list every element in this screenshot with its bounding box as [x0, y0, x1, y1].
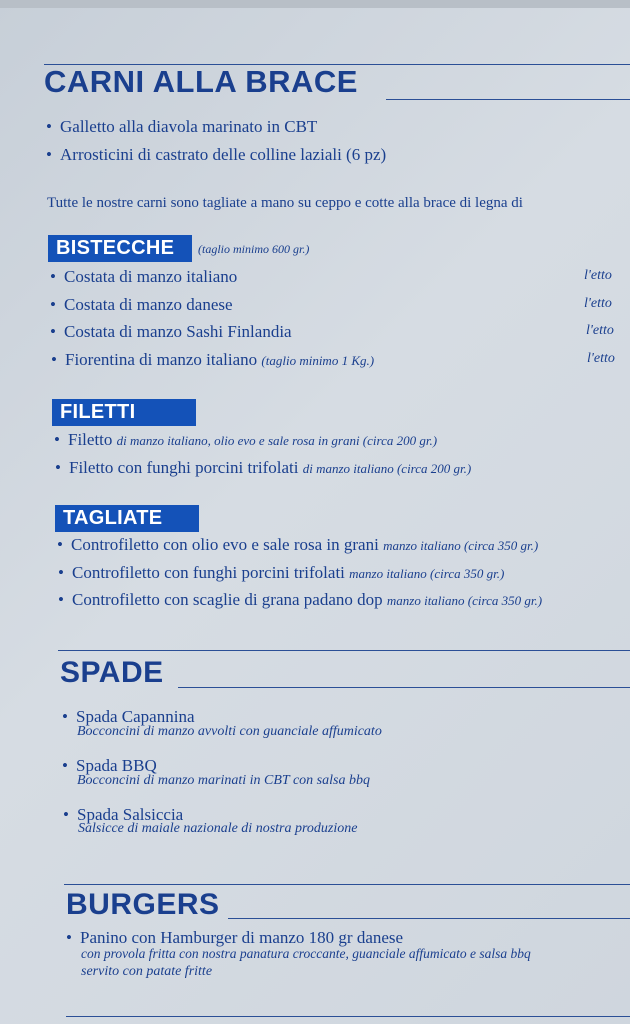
- section-rule: [178, 687, 630, 688]
- item-note: di manzo italiano, olio evo e sale rosa in grani (circa 200 gr.): [116, 433, 438, 448]
- bullet: •: [50, 322, 56, 341]
- menu-item: [50, 322, 292, 342]
- item-description: Bocconcini di manzo marinati in CBT con salsa bbq: [77, 773, 370, 788]
- menu-item: [58, 563, 504, 583]
- menu-item: [46, 117, 317, 137]
- bullet: •: [50, 267, 56, 286]
- bullet: •: [55, 458, 61, 477]
- section-title-burgers: BURGERS: [66, 888, 220, 921]
- section-rule: [228, 918, 630, 919]
- item-name: Costata di manzo italiano: [64, 267, 238, 286]
- bullet: •: [57, 535, 63, 554]
- item-name: Panino con Hamburger di manzo 180 gr danese: [80, 928, 404, 947]
- section-rule: [58, 650, 630, 651]
- subsection-band-filetti: FILETTI: [52, 399, 196, 426]
- section-title-spade: SPADE: [60, 656, 164, 689]
- menu-item: [54, 430, 437, 450]
- bullet: •: [63, 805, 69, 824]
- bullet: •: [58, 563, 64, 582]
- price-unit: l'etto: [584, 268, 612, 283]
- item-name: Spada Capannina: [76, 707, 195, 726]
- menu-item: [55, 458, 471, 478]
- subsection-band-bistecche: BISTECCHE: [48, 235, 192, 262]
- intro-text: Tutte le nostre carni sono tagliate a mano su ceppo e cotte alla brace di legna di: [47, 195, 523, 211]
- item-description: Bocconcini di manzo avvolti con guanciale affumicato: [77, 724, 382, 739]
- section-title-carni-alla-brace: CARNI ALLA BRACE: [44, 64, 358, 99]
- menu-item: [50, 267, 237, 287]
- bullet: •: [51, 350, 57, 369]
- menu-item: [46, 145, 386, 165]
- item-name: Filetto con funghi porcini trifolati: [69, 458, 299, 477]
- item-name: Controfiletto con funghi porcini trifolati: [72, 563, 345, 582]
- bullet: •: [50, 295, 56, 314]
- bullet: •: [62, 707, 68, 726]
- item-note: manzo italiano (circa 350 gr.): [383, 538, 539, 553]
- bullet: •: [62, 756, 68, 775]
- menu-item: [66, 928, 403, 948]
- subsection-band-tagliate: TAGLIATE: [55, 505, 199, 532]
- item-name: Spada Salsiccia: [77, 805, 184, 824]
- item-name: Controfiletto con olio evo e sale rosa in grani: [71, 535, 379, 554]
- price-unit: l'etto: [584, 296, 612, 311]
- item-name: Arrosticini di castrato delle colline laziali (6 pz): [60, 145, 387, 164]
- item-name: Costata di manzo Sashi Finlandia: [64, 322, 292, 341]
- item-name: Costata di manzo danese: [64, 295, 233, 314]
- item-name: Filetto: [68, 430, 113, 449]
- menu-item: [50, 295, 233, 315]
- item-name: Controfiletto con scaglie di grana padano dop: [72, 590, 383, 609]
- bullet: •: [66, 928, 72, 947]
- bullet: •: [58, 590, 64, 609]
- item-note: (taglio minimo 1 Kg.): [261, 353, 375, 368]
- section-rule: [64, 884, 630, 885]
- item-description: Salsicce di maiale nazionale di nostra produzione: [78, 821, 358, 836]
- item-note: manzo italiano (circa 350 gr.): [386, 593, 543, 608]
- menu-item: [58, 590, 542, 610]
- item-note: di manzo italiano (circa 200 gr.): [302, 461, 472, 476]
- menu-item: [57, 535, 538, 555]
- subsection-note: (taglio minimo 600 gr.): [198, 242, 310, 256]
- bullet: •: [54, 430, 60, 449]
- bullet: •: [46, 117, 52, 136]
- item-name: Fiorentina di manzo italiano: [65, 350, 258, 369]
- item-name: Spada BBQ: [76, 756, 157, 775]
- item-name: Galletto alla diavola marinato in CBT: [60, 117, 318, 136]
- item-description: servito con patate fritte: [81, 964, 213, 979]
- item-description: con provola fritta con nostra panatura croccante, guanciale affumicato e salsa bbq: [81, 946, 531, 961]
- section-rule: [386, 99, 630, 100]
- section-rule: [66, 1016, 630, 1017]
- menu-item: [51, 350, 374, 370]
- bullet: •: [46, 145, 52, 164]
- price-unit: l'etto: [586, 323, 614, 338]
- price-unit: l'etto: [587, 351, 615, 366]
- item-note: manzo italiano (circa 350 gr.): [349, 566, 505, 581]
- top-edge: [0, 0, 630, 8]
